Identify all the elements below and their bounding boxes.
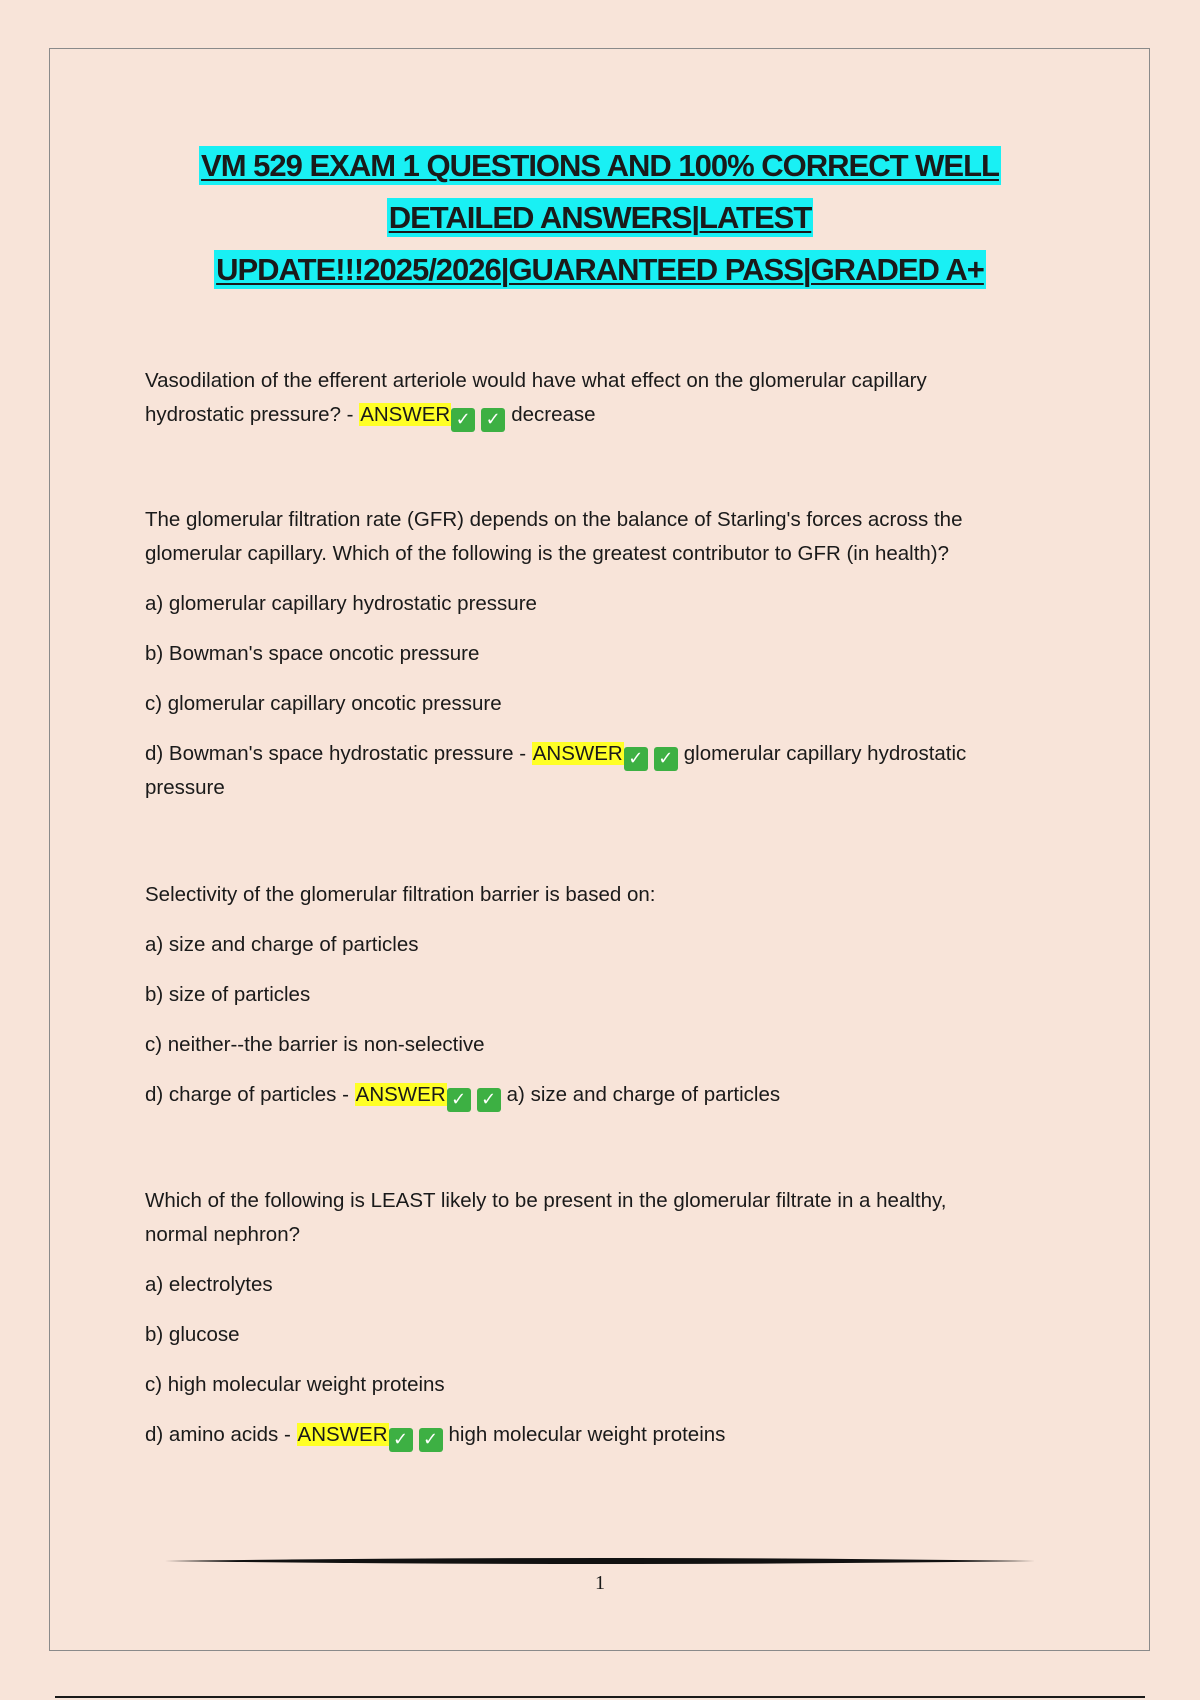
question-2-option-d (145, 737, 1045, 771)
document-title (110, 140, 1090, 296)
title-line-1: VM 529 EXAM 1 QUESTIONS AND 100% CORRECT WELL (201, 148, 999, 183)
question-4-answer: high molecular weight proteins (448, 1423, 726, 1446)
footer-divider (165, 1557, 1035, 1565)
check-mark-icon: ✓ (419, 1428, 443, 1452)
question-4-option-b: b) glucose (145, 1323, 240, 1346)
question-3-option-a: a) size and charge of particles (145, 933, 419, 956)
question-1-stem-end: hydrostatic pressure? - (145, 403, 360, 426)
question-4-option-d-text: d) amino acids - (145, 1423, 297, 1446)
question-4-option-a: a) electrolytes (145, 1273, 273, 1296)
check-mark-icon: ✓ (481, 408, 505, 432)
check-mark-icon: ✓ (451, 408, 475, 432)
question-4-text-line-1: Which of the following is LEAST likely to be present in the glomerular filtrate in a healthy, (145, 1189, 947, 1212)
question-2-option-b: b) Bowman's space oncotic pressure (145, 642, 480, 665)
check-mark-icon: ✓ (389, 1428, 413, 1452)
question-2-option-c: c) glomerular capillary oncotic pressure (145, 692, 502, 715)
page-number: 1 (595, 1572, 605, 1594)
question-2-option-a: a) glomerular capillary hydrostatic pressure (145, 592, 537, 615)
question-1 (145, 364, 1045, 432)
question-3 (145, 878, 1045, 1112)
question-4 (145, 1184, 1045, 1452)
question-3-text: Selectivity of the glomerular filtration barrier is based on: (145, 883, 656, 906)
question-1-text-line-1: Vasodilation of the efferent arteriole would have what effect on the glomerular capillary (145, 369, 927, 392)
check-mark-icon: ✓ (624, 747, 648, 771)
question-4-text-line-2: normal nephron? (145, 1223, 300, 1246)
question-2-answer-line-2: pressure (145, 776, 225, 799)
question-1-answer: decrease (511, 403, 596, 426)
check-mark-icon: ✓ (654, 747, 678, 771)
answer-label: ANSWER (297, 1423, 388, 1446)
question-4-option-c: c) high molecular weight proteins (145, 1373, 445, 1396)
question-4-option-d (145, 1418, 1045, 1452)
question-3-answer: a) size and charge of particles (506, 1083, 781, 1106)
question-3-option-d-text: d) charge of particles - (145, 1083, 355, 1106)
question-2 (145, 503, 1045, 805)
question-2-text-line-2: glomerular capillary. Which of the following is the greatest contributor to GFR (in health)? (145, 542, 950, 565)
answer-label: ANSWER (532, 742, 623, 765)
title-line-2: DETAILED ANSWERS|LATEST (388, 200, 812, 235)
question-2-text-line-1: The glomerular filtration rate (GFR) depends on the balance of Starling's forces across the (145, 508, 963, 531)
title-line-3: UPDATE!!!2025/2026|GUARANTEED PASS|GRADED A+ (216, 252, 984, 287)
question-1-text-line-2 (145, 398, 1045, 432)
bottom-rule (55, 1696, 1145, 1698)
check-mark-icon: ✓ (477, 1088, 501, 1112)
question-2-answer-line-1: glomerular capillary hydrostatic (683, 742, 967, 765)
question-3-option-d (145, 1078, 1045, 1112)
question-3-option-b: b) size of particles (145, 983, 311, 1006)
answer-label: ANSWER (355, 1083, 446, 1106)
question-3-option-c: c) neither--the barrier is non-selective (145, 1033, 485, 1056)
check-mark-icon: ✓ (447, 1088, 471, 1112)
answer-label: ANSWER (360, 403, 451, 426)
question-2-option-d-text: d) Bowman's space hydrostatic pressure - (145, 742, 532, 765)
